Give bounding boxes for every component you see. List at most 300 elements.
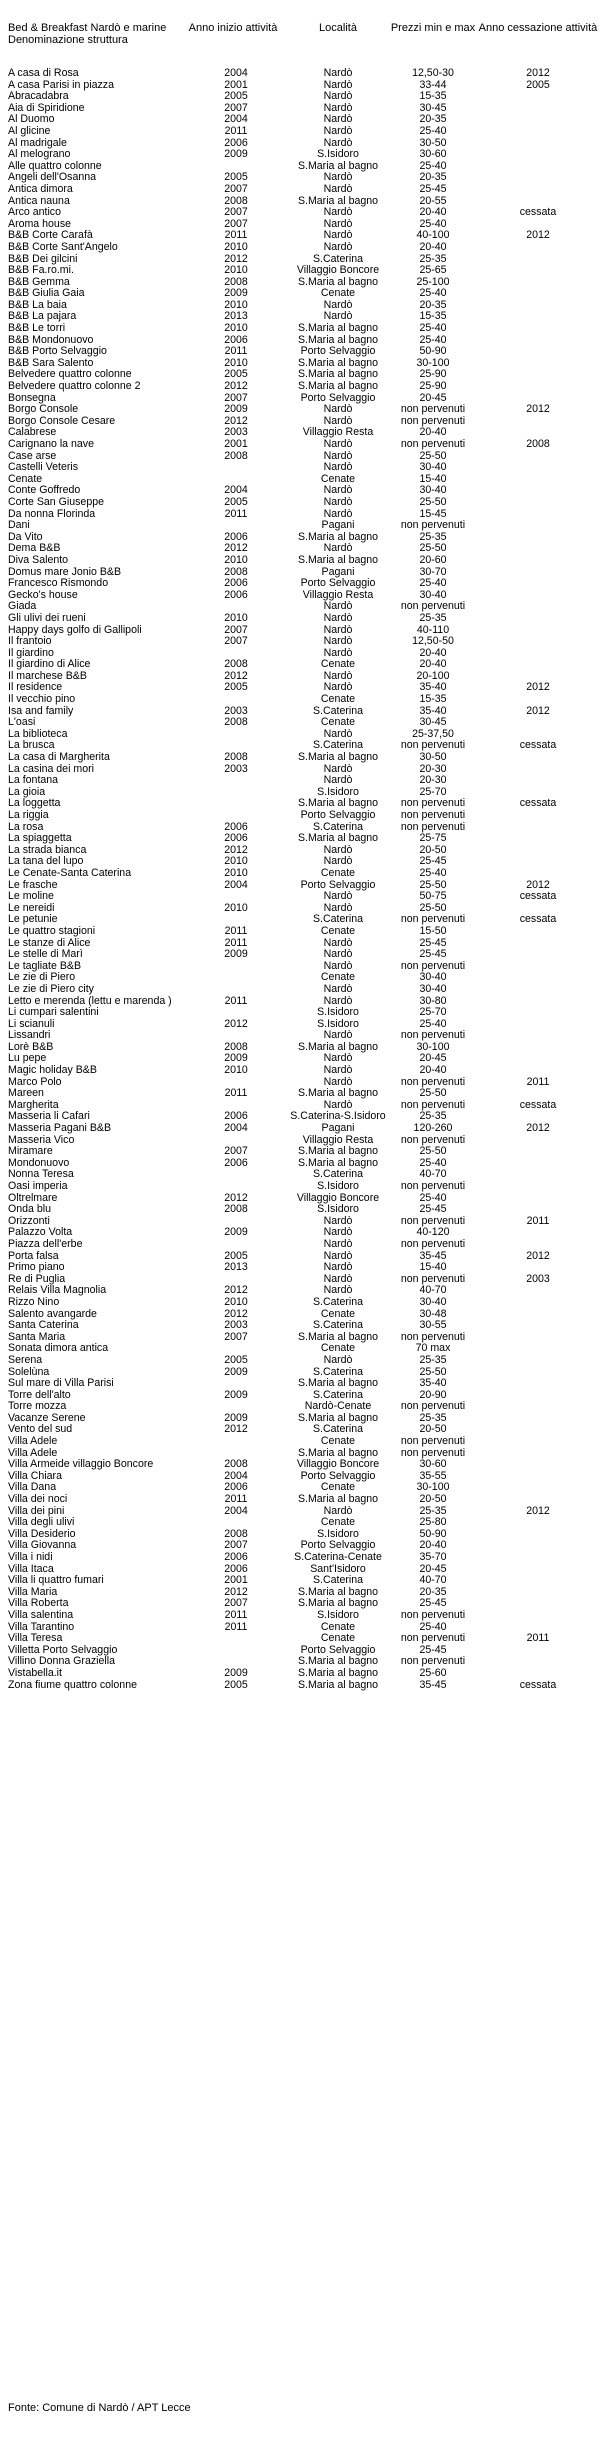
- cell-location: S.Caterina: [312, 1296, 364, 1308]
- cell-start-year: 2011: [224, 125, 248, 137]
- cell-start-year: 2010: [224, 241, 248, 253]
- cell-location: Cenate: [320, 1517, 356, 1529]
- cell-name: B&B La pajara: [8, 311, 77, 323]
- cell-name: Gli ulivi dei rueni: [8, 612, 86, 624]
- cell-end-year: 2012: [526, 1505, 550, 1517]
- table-row: [8, 1598, 598, 1610]
- cell-name: Orizzonti: [8, 1215, 50, 1227]
- table-row: [8, 1100, 598, 1112]
- table-row: [8, 1668, 598, 1680]
- cell-start-year: 2012: [224, 1018, 248, 1030]
- cell-location: Porto Selvaggio: [300, 879, 376, 891]
- cell-end-year: cessata: [519, 798, 557, 810]
- cell-location: Cenate: [320, 1633, 356, 1645]
- cell-prices: 25-75: [419, 833, 447, 845]
- cell-location: Villaggio Resta: [302, 589, 374, 601]
- table-row: [8, 1320, 598, 1332]
- cell-prices: 30-40: [419, 983, 447, 995]
- cell-end-year: 2008: [526, 439, 550, 450]
- cell-name: Aroma house: [8, 218, 72, 230]
- cell-location: S.Caterina-Cenate: [294, 1552, 382, 1563]
- table-row: [8, 1135, 598, 1147]
- cell-start-year: 2011: [224, 1621, 248, 1633]
- cell-location: Pagani: [321, 566, 355, 578]
- cell-name: Mareen: [8, 1088, 44, 1100]
- cell-name: La gioia: [8, 786, 46, 798]
- cell-location: Nardò: [323, 995, 353, 1007]
- cell-name: Zona fiume quattro colonne: [8, 1679, 137, 1691]
- cell-prices: 25-40: [419, 218, 447, 230]
- cell-name: Al melograno: [8, 149, 71, 161]
- cell-location: S.Caterina: [312, 705, 364, 717]
- cell-name: Nonna Teresa: [8, 1169, 74, 1181]
- cell-start-year: 2009: [224, 1366, 248, 1378]
- cell-name: Le tagliate B&B: [8, 960, 82, 972]
- cell-start-year: 2009: [224, 404, 248, 416]
- cell-prices: non pervenuti: [400, 821, 466, 833]
- cell-prices: non pervenuti: [400, 1076, 466, 1088]
- cell-name: Il vecchio pino: [8, 694, 76, 706]
- cell-start-year: 2005: [224, 1679, 248, 1691]
- cell-location: Nardò: [323, 1273, 353, 1285]
- cell-location: S.Isidoro: [317, 1018, 359, 1030]
- table-row: [8, 451, 598, 463]
- cell-name: La strada bianca: [8, 844, 87, 856]
- table-row: [8, 938, 598, 950]
- header-name: Bed & Breakfast Nardò e marine Denominazione struttura: [8, 22, 167, 46]
- cell-name: L'oasi: [8, 717, 36, 729]
- cell-start-year: 2012: [224, 381, 248, 393]
- cell-prices: 25-60: [419, 1667, 447, 1679]
- cell-name: Masseria Vico: [8, 1134, 75, 1146]
- cell-prices: 25-35: [419, 612, 447, 624]
- cell-prices: 25-40: [419, 334, 447, 346]
- cell-start-year: 2003: [224, 763, 248, 775]
- cell-prices: 20-35: [419, 172, 447, 184]
- cell-start-year: 2010: [224, 1065, 248, 1077]
- cell-prices: 20-40: [419, 1065, 447, 1077]
- table-row: [8, 358, 598, 370]
- cell-location: Cenate: [320, 1343, 356, 1355]
- cell-location: S.Caterina: [312, 1169, 364, 1181]
- cell-location: S.Caterina: [312, 1366, 364, 1378]
- table-row: [8, 1564, 598, 1576]
- cell-name: Villa Tarantino: [8, 1621, 75, 1633]
- cell-location: Nardò: [323, 496, 353, 508]
- table-row: [8, 613, 598, 625]
- cell-prices: non pervenuti: [400, 1447, 466, 1459]
- cell-name: B&B Dei gilcini: [8, 253, 78, 265]
- cell-location: S.Isidoro: [317, 1204, 359, 1216]
- cell-name: La fontana: [8, 775, 59, 787]
- cell-location: S.Caterina: [312, 740, 364, 752]
- table-row: [8, 1413, 598, 1425]
- cell-start-year: 2008: [224, 717, 248, 729]
- cell-start-year: 2008: [224, 450, 248, 462]
- cell-location: S.Maria al bagno: [297, 531, 379, 543]
- cell-start-year: 2013: [224, 1262, 248, 1274]
- table-row: [8, 172, 598, 184]
- table-header: [8, 22, 598, 58]
- table-row: [8, 764, 598, 776]
- cell-prices: 25-45: [419, 856, 447, 868]
- cell-name: Carignano la nave: [8, 439, 94, 450]
- cell-location: S.Caterina: [312, 1575, 364, 1587]
- cell-name: Villa Desiderio: [8, 1528, 76, 1540]
- cell-name: Corte San Giuseppe: [8, 496, 104, 508]
- cell-prices: non pervenuti: [400, 914, 466, 926]
- cell-name: Le moline: [8, 891, 54, 903]
- table-row: [8, 497, 598, 509]
- table-row: [8, 311, 598, 323]
- cell-prices: 25-40: [419, 1018, 447, 1030]
- cell-location: S.Maria al bagno: [297, 833, 379, 845]
- cell-location: S.Isidoro: [317, 786, 359, 798]
- cell-name: Villa Roberta: [8, 1598, 69, 1610]
- cell-start-year: 2006: [224, 137, 248, 149]
- table-row: [8, 1378, 598, 1390]
- table-row: [8, 1482, 598, 1494]
- cell-location: Nardò: [323, 1215, 353, 1227]
- cell-name: La casa di Margherita: [8, 752, 110, 764]
- table-row: [8, 1146, 598, 1158]
- table-row: [8, 1227, 598, 1239]
- cell-name: Villa Teresa: [8, 1633, 63, 1645]
- cell-start-year: 2008: [224, 276, 248, 288]
- cell-prices: 25-50: [419, 902, 447, 914]
- table-row: [8, 1204, 598, 1216]
- cell-name: Villa Dana: [8, 1482, 57, 1494]
- table-row: [8, 775, 598, 787]
- cell-location: S.Maria al bagno: [297, 1146, 379, 1158]
- cell-location: Cenate: [320, 972, 356, 984]
- cell-end-year: 2012: [526, 1123, 550, 1135]
- table-row: [8, 659, 598, 671]
- cell-name: Sonata dimora antica: [8, 1343, 109, 1355]
- cell-name: Conte Goffredo: [8, 485, 81, 497]
- table-row: [8, 1680, 598, 1692]
- table-row: [8, 1587, 598, 1599]
- cell-prices: 50-75: [419, 891, 447, 903]
- cell-prices: 40-70: [419, 1169, 447, 1181]
- cell-start-year: 2006: [224, 1111, 248, 1123]
- cell-name: B&B Corte Carafà: [8, 230, 93, 242]
- cell-name: La brusca: [8, 740, 55, 752]
- cell-location: Nardò: [323, 949, 353, 961]
- table-row: [8, 207, 598, 219]
- cell-prices: 25-65: [419, 265, 447, 277]
- table-row: [8, 161, 598, 173]
- cell-name: Torre mozza: [8, 1401, 67, 1413]
- cell-location: Cenate: [320, 1482, 356, 1494]
- cell-prices: 30-100: [416, 1041, 450, 1053]
- cell-prices: non pervenuti: [400, 1099, 466, 1111]
- table-row: [8, 543, 598, 555]
- cell-prices: 25-45: [419, 937, 447, 949]
- cell-start-year: 2007: [224, 183, 248, 195]
- cell-prices: 35-40: [419, 1378, 447, 1390]
- cell-prices: 30-40: [419, 972, 447, 984]
- table-row: [8, 509, 598, 521]
- cell-start-year: 2007: [224, 102, 248, 114]
- cell-location: Nardò: [323, 230, 353, 242]
- cell-prices: 25-50: [419, 543, 447, 555]
- table-row: [8, 254, 598, 266]
- cell-start-year: 2010: [224, 902, 248, 914]
- cell-start-year: 2011: [224, 925, 248, 937]
- cell-prices: 35-70: [419, 1552, 447, 1563]
- cell-location: S.Maria al bagno: [297, 1656, 379, 1668]
- cell-location: Nardò: [323, 508, 353, 520]
- cell-end-year: cessata: [519, 1679, 557, 1691]
- table-row: [8, 1645, 598, 1657]
- cell-name: Villa degli ulivi: [8, 1517, 75, 1529]
- cell-location: Cenate: [320, 925, 356, 937]
- cell-start-year: 2011: [224, 937, 248, 949]
- cell-prices: 25-45: [419, 183, 447, 195]
- cell-start-year: 2010: [224, 856, 248, 868]
- cell-prices: non pervenuti: [400, 960, 466, 972]
- table-row: [8, 149, 598, 161]
- cell-prices: 40-70: [419, 1285, 447, 1297]
- cell-name: Villino Donna Graziella: [8, 1656, 115, 1668]
- cell-start-year: 2012: [224, 1586, 248, 1598]
- cell-start-year: 2009: [224, 1667, 248, 1679]
- cell-name: Le stanze di Alice: [8, 937, 91, 949]
- cell-end-year: cessata: [519, 1099, 557, 1111]
- cell-name: Happy days golfo di Gallipoli: [8, 624, 142, 636]
- cell-prices: 20-100: [416, 670, 450, 682]
- header-prices: Prezzi min e max: [390, 22, 476, 34]
- cell-start-year: 2001: [224, 79, 248, 91]
- cell-start-year: 2004: [224, 68, 248, 79]
- table-row: [8, 1169, 598, 1181]
- table-row: [8, 903, 598, 915]
- table-row: [8, 242, 598, 254]
- cell-prices: 50-90: [419, 346, 447, 358]
- cell-prices: 20-40: [419, 1540, 447, 1552]
- cell-name: Santa Caterina: [8, 1320, 79, 1332]
- table-row: [8, 590, 598, 602]
- cell-start-year: 2006: [224, 531, 248, 543]
- table-row: [8, 474, 598, 486]
- cell-location: Porto Selvaggio: [300, 346, 376, 358]
- table-row: [8, 1007, 598, 1019]
- cell-start-year: 2009: [224, 149, 248, 161]
- cell-prices: 30-100: [416, 357, 450, 369]
- table-row: [8, 880, 598, 892]
- cell-location: S.Caterina: [312, 821, 364, 833]
- cell-location: S.Isidoro: [317, 1528, 359, 1540]
- table-row: [8, 416, 598, 428]
- table-row: [8, 1343, 598, 1355]
- cell-location: Nardò: [323, 241, 353, 253]
- cell-location: Villaggio Boncore: [296, 265, 380, 277]
- cell-prices: 25-90: [419, 381, 447, 393]
- cell-name: B&B Corte Sant'Angelo: [8, 241, 118, 253]
- cell-end-year: 2011: [526, 1076, 550, 1088]
- cell-name: Borgo Console: [8, 404, 79, 416]
- cell-location: S.Maria al bagno: [297, 1494, 379, 1506]
- table-row: [8, 752, 598, 764]
- cell-name: A casa di Rosa: [8, 68, 79, 79]
- cell-start-year: 2006: [224, 334, 248, 346]
- cell-prices: 15-35: [419, 91, 447, 103]
- table-row: [8, 288, 598, 300]
- cell-name: Villa Adele: [8, 1447, 58, 1459]
- cell-name: Villa li quattro fumari: [8, 1575, 104, 1587]
- cell-location: S.Maria al bagno: [297, 334, 379, 346]
- cell-name: Calabrese: [8, 427, 57, 439]
- cell-prices: non pervenuti: [400, 1331, 466, 1343]
- cell-prices: 25-50: [419, 1146, 447, 1158]
- table-row: [8, 1216, 598, 1228]
- cell-start-year: 2001: [224, 1575, 248, 1587]
- table-row: [8, 694, 598, 706]
- cell-prices: 30-40: [419, 589, 447, 601]
- cell-end-year: 2012: [526, 682, 550, 694]
- cell-name: La loggetta: [8, 798, 61, 810]
- cell-location: Pagani: [321, 520, 355, 532]
- cell-name: Porta falsa: [8, 1250, 59, 1262]
- cell-prices: 120-260: [413, 1123, 453, 1135]
- cell-prices: 25-90: [419, 369, 447, 381]
- header-end-year: Anno cessazione attività: [478, 22, 598, 34]
- cell-name: Villa dei pini: [8, 1505, 65, 1517]
- cell-prices: non pervenuti: [400, 1215, 466, 1227]
- cell-prices: 30-40: [419, 485, 447, 497]
- cell-start-year: 2003: [224, 427, 248, 439]
- cell-start-year: 2004: [224, 1470, 248, 1482]
- cell-location: Nardò: [323, 1099, 353, 1111]
- table-row: [8, 335, 598, 347]
- cell-name: Borgo Console Cesare: [8, 415, 116, 427]
- table-row: [8, 103, 598, 115]
- cell-end-year: cessata: [519, 740, 557, 752]
- table-row: [8, 1042, 598, 1054]
- table-row: [8, 1285, 598, 1297]
- table-row: [8, 230, 598, 242]
- table-row: [8, 729, 598, 741]
- cell-location: S.Maria al bagno: [297, 1447, 379, 1459]
- cell-name: Al glicine: [8, 125, 51, 137]
- cell-location: S.Maria al bagno: [297, 195, 379, 207]
- cell-start-year: 2005: [224, 1250, 248, 1262]
- cell-prices: non pervenuti: [400, 1656, 466, 1668]
- cell-name: Case arse: [8, 450, 57, 462]
- cell-location: Nardò: [323, 937, 353, 949]
- table-row: [8, 1239, 598, 1251]
- cell-prices: 25-35: [419, 1505, 447, 1517]
- table-row: [8, 520, 598, 532]
- cell-location: Porto Selvaggio: [300, 1540, 376, 1552]
- cell-name: Da Vito: [8, 531, 43, 543]
- cell-start-year: 2006: [224, 821, 248, 833]
- cell-prices: 20-40: [419, 241, 447, 253]
- table-row: [8, 1251, 598, 1263]
- cell-start-year: 2005: [224, 1354, 248, 1366]
- cell-end-year: 2012: [526, 1250, 550, 1262]
- cell-end-year: 2012: [526, 404, 550, 416]
- cell-prices: 20-50: [419, 1494, 447, 1506]
- cell-prices: 20-30: [419, 775, 447, 787]
- cell-name: Li cumpari salentini: [8, 1007, 99, 1019]
- cell-name: Onda blu: [8, 1204, 51, 1216]
- cell-location: Porto Selvaggio: [300, 1470, 376, 1482]
- table-row: [8, 1390, 598, 1402]
- cell-start-year: 2010: [224, 299, 248, 311]
- table-row: [8, 636, 598, 648]
- cell-prices: 25-50: [419, 450, 447, 462]
- cell-location: Nardò: [323, 1238, 353, 1250]
- cell-name: Le Cenate-Santa Caterina: [8, 867, 132, 879]
- cell-name: Belvedere quattro colonne 2: [8, 381, 141, 393]
- cell-prices: non pervenuti: [400, 1633, 466, 1645]
- cell-prices: 15-40: [419, 473, 447, 485]
- cell-location: S.Maria al bagno: [297, 1378, 379, 1390]
- cell-location: S.Maria al bagno: [297, 357, 379, 369]
- cell-name: Francesco Rismondo: [8, 578, 109, 590]
- cell-start-year: 2004: [224, 1505, 248, 1517]
- table-row: [8, 1193, 598, 1205]
- cell-name: A casa Parisi in piazza: [8, 79, 114, 91]
- table-row: [8, 787, 598, 799]
- table-row: [8, 1123, 598, 1135]
- cell-prices: 40-110: [416, 624, 450, 636]
- cell-name: Le stelle di Marì: [8, 949, 83, 961]
- cell-location: S.Isidoro: [317, 1609, 359, 1621]
- cell-name: La casina dei mori: [8, 763, 94, 775]
- cell-start-year: 2007: [224, 392, 248, 404]
- table-row: [8, 1158, 598, 1170]
- cell-prices: 25-40: [419, 1192, 447, 1204]
- table-row: [8, 91, 598, 103]
- cell-prices: 25-35: [419, 1111, 447, 1123]
- cell-prices: 50-90: [419, 1528, 447, 1540]
- table-row: [8, 1077, 598, 1089]
- cell-start-year: 2007: [224, 1598, 248, 1610]
- cell-start-year: 2010: [224, 357, 248, 369]
- cell-location: Nardò: [323, 1285, 353, 1297]
- table-row: [8, 914, 598, 926]
- cell-prices: non pervenuti: [400, 601, 466, 613]
- table-row: [8, 1540, 598, 1552]
- cell-name: Le zie di Piero: [8, 972, 76, 984]
- cell-prices: 35-40: [419, 705, 447, 717]
- table-row: [8, 439, 598, 451]
- table-row: [8, 1181, 598, 1193]
- cell-start-year: 2012: [224, 670, 248, 682]
- cell-prices: 25-35: [419, 1354, 447, 1366]
- table-row: [8, 1424, 598, 1436]
- cell-prices: 20-45: [419, 1563, 447, 1575]
- table-row: [8, 1494, 598, 1506]
- table-row: [8, 300, 598, 312]
- cell-prices: 25-100: [416, 276, 450, 288]
- cell-location: Nardò: [323, 902, 353, 914]
- cell-prices: 20-35: [419, 1586, 447, 1598]
- cell-prices: 20-90: [419, 1389, 447, 1401]
- cell-start-year: 2009: [224, 1227, 248, 1239]
- cell-prices: 40-70: [419, 1575, 447, 1587]
- cell-location: Nardò: [323, 183, 353, 195]
- cell-prices: 15-50: [419, 925, 447, 937]
- table-row: [8, 972, 598, 984]
- table-row: [8, 1575, 598, 1587]
- cell-name: Villa salentina: [8, 1609, 74, 1621]
- table-row: [8, 346, 598, 358]
- cell-prices: 25-45: [419, 949, 447, 961]
